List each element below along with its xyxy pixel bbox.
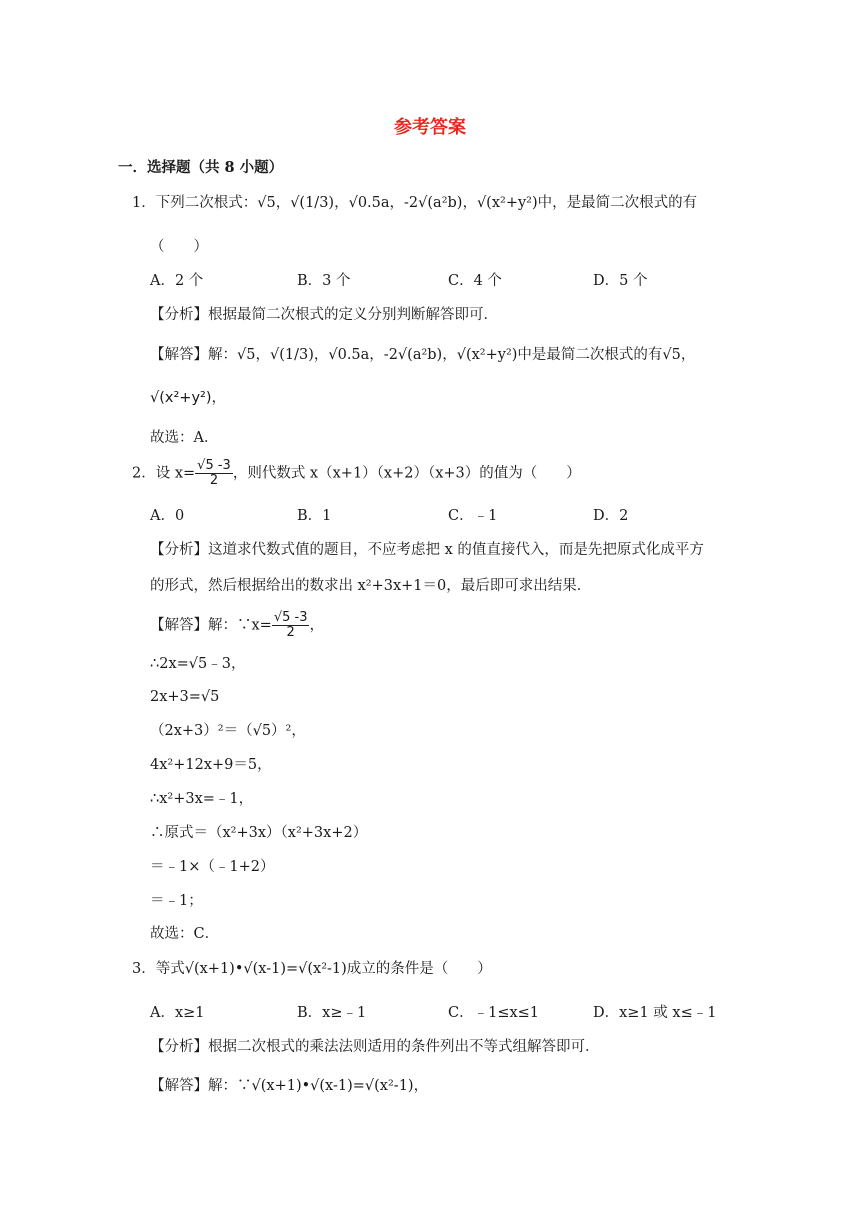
- q2-sol-post: ，: [309, 617, 324, 634]
- q1-option-d: D．5 个: [593, 273, 648, 289]
- q1-solution-cont: √(x²+y²)，: [150, 390, 226, 406]
- q1-paren: （ ）: [150, 239, 208, 255]
- q2-sol-fraction: [272, 611, 310, 640]
- q2-step: ∴原式＝（x²+3x）（x²+3x+2）: [150, 825, 368, 841]
- q3-option-d: D．x≥1 或 x≤﹣1: [593, 1005, 717, 1021]
- q1-stem: 1．下列二次根式：√5，√(1/3)，√0.5a，-2√(a²b)，√(x²+y²)中，是最简二次根式的有: [132, 195, 698, 211]
- q3-analysis: 【分析】根据二次根式的乘法法则适用的条件列出不等式组解答即可．: [150, 1039, 600, 1055]
- q3-option-c: C．﹣1≤x≤1: [448, 1005, 540, 1021]
- q2-stem: [132, 459, 581, 488]
- q2-step: ＝﹣1×（﹣1+2）: [150, 859, 275, 875]
- q2-option-a: A．0: [150, 508, 185, 524]
- q2-frac-num: √5 -3: [197, 458, 231, 473]
- q1-solution: 【解答】解：√5，√(1/3)，√0.5a，-2√(a²b)，√(x²+y²)中是最简二次根式的有√5，: [150, 347, 696, 363]
- q2-step: 2x+3=√5: [150, 689, 220, 705]
- q3-option-b: B．x≥﹣1: [297, 1005, 367, 1021]
- q1-option-a: A．2 个: [150, 273, 204, 289]
- q1-choose: 故选：A．: [150, 430, 219, 446]
- q2-analysis-1: 【分析】这道求代数式值的题目，不应考虑把 x 的值直接代入，而是先把原式化成平方: [150, 542, 704, 558]
- q3-solution: 【解答】解：∵√(x+1)•√(x-1)=√(x²-1)，: [150, 1078, 429, 1094]
- q2-option-c: C．﹣1: [448, 508, 498, 524]
- q3-stem: 3．等式√(x+1)•√(x-1)=√(x²-1)成立的条件是（ ）: [132, 961, 492, 977]
- page-title: 参考答案: [394, 117, 466, 138]
- q2-analysis-2: 的形式，然后根据给出的数求出 x²+3x+1＝0，最后即可求出结果．: [150, 578, 592, 594]
- section-heading: 一．选择题（共 8 小题）: [118, 159, 284, 176]
- q2-stem-post: ，则代数式 x（x+1）（x+2）（x+3）的值为（ ）: [232, 465, 581, 482]
- q2-fraction: [195, 459, 233, 488]
- q1-option-b: B．3 个: [297, 273, 351, 289]
- q2-sol-frac-num: √5 -3: [273, 610, 308, 625]
- q2-step: ∴2x=√5﹣3，: [150, 656, 246, 672]
- q1-option-c: C．4 个: [448, 273, 502, 289]
- q2-choose: 故选：C．: [150, 926, 220, 942]
- q2-step: （2x+3）²＝（√5）²，: [150, 723, 306, 739]
- q2-sol-frac-den: 2: [286, 625, 295, 640]
- q2-sol-pre: 【解答】解：∵x=: [150, 617, 272, 634]
- q2-step: ＝﹣1；: [150, 893, 203, 909]
- q2-option-d: D．2: [593, 508, 629, 524]
- q1-analysis: 【分析】根据最简二次根式的定义分别判断解答即可．: [150, 307, 498, 323]
- q2-step: 4x²+12x+9＝5，: [150, 757, 272, 773]
- q2-step: ∴x²+3x=﹣1，: [150, 791, 254, 807]
- q2-frac-den: 2: [209, 473, 219, 488]
- q3-option-a: A．x≥1: [150, 1005, 205, 1021]
- q2-solution: [150, 611, 324, 640]
- q2-stem-pre: 2．设 x=: [132, 465, 196, 482]
- q2-option-b: B．1: [297, 508, 332, 524]
